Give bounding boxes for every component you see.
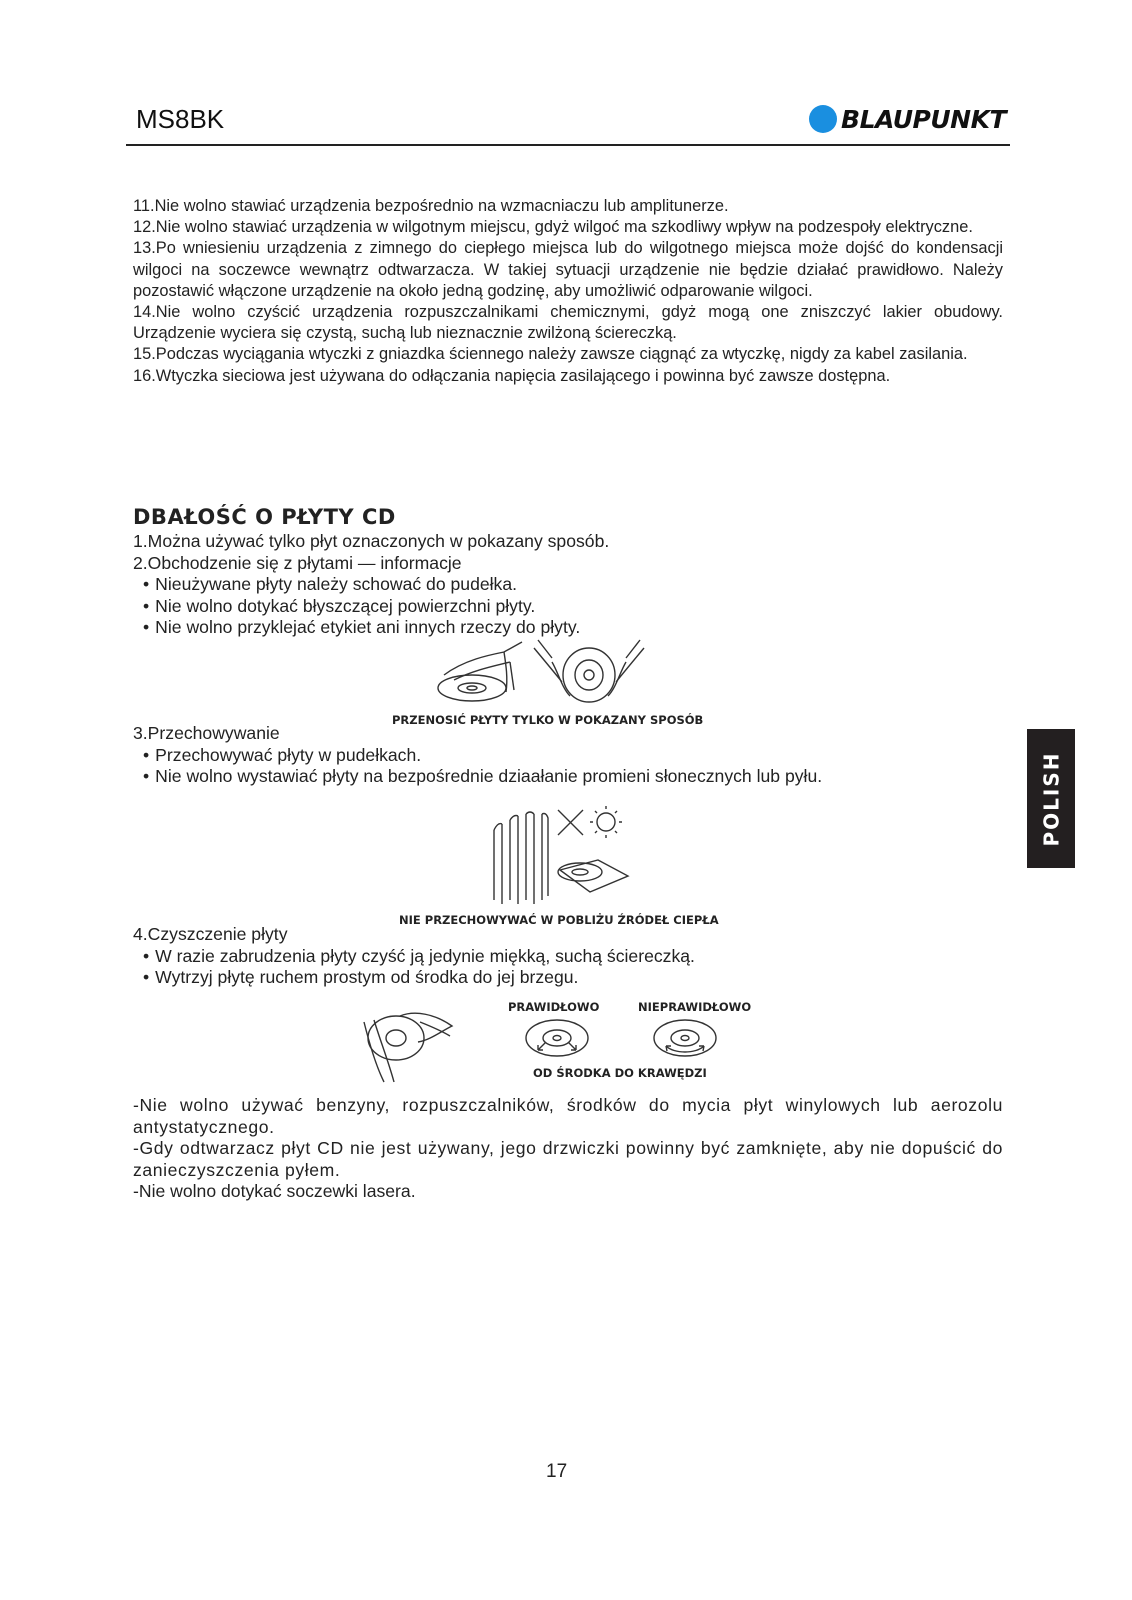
brand-dot-icon [809,105,837,133]
safety-item: 15.Podczas wyciągania wtyczki z gniazdka ściennego należy zawsze ciągnąć za wtyczkę, nigdy za kabel zasilania. [133,345,968,364]
cd-item-3: 3.Przechowywanie [133,723,280,743]
bullet-item: • W razie zabrudzenia płyty czyść ją jedynie miękką, suchą ściereczką. [133,946,695,968]
caption-storage: NIE PRZECHOWYWAĆ W POBLIŻU ŹRÓDEŁ CIEPŁA [399,913,719,927]
brand-name: BLAUPUNKT [841,104,1006,134]
cd-item-4: 4.Czyszczenie płyty [133,924,288,944]
note-item: -Nie wolno używać benzyny, rozpuszczalników, środków do mycia płyt winylowych lub aerozolu antystatycznego. [133,1095,1003,1137]
safety-item: 12.Nie wolno stawiać urządzenia w wilgotnym miejscu, gdyż wilgoć ma szkodliwy wpływ na podzespoły elektryczne. [133,218,973,237]
caption-correct: PRAWIDŁOWO [508,1000,600,1014]
bullet-item: • Nie wolno dotykać błyszczącej powierzchni płyty. [133,596,1003,618]
cd-care-section [133,505,1003,639]
bullet-item: • Nie wolno przyklejać etykiet ani innych rzeczy do płyty. [133,617,1003,639]
caption-direction: OD ŚRODKA DO KRAWĘDZI [533,1066,707,1080]
cd-item-2: 2.Obchodzenie się z płytami — informacje [133,552,462,573]
bullet-item: • Nie wolno wystawiać płyty na bezpośrednie dziaałanie promieni słonecznych lub pyłu. [133,766,822,788]
safety-item: 13.Po wniesieniu urządzenia z zimnego do ciepłego miejsca lub do wilgotnego miejsca może dojść do kondensacji wilgoci na soczewce wewnątrz odtwarzacza. W takiej sytuacji urządzenie nie będzie działać prawidłowo. Należy pozostawić włączone urządzenie na około jedną godzinę, aby umożliwić odparowanie wilgoci. [133,239,1003,300]
safety-item: 14.Nie wolno czyścić urządzenia rozpuszczalnikami chemicznymi, gdyż mogą one zniszczyć lakier obudowy. Urządzenie wyciera się czystą, suchą lub nieznacznie zwilżoną ściereczką. [133,303,1003,343]
note-item: -Nie wolno dotykać soczewki lasera. [133,1181,416,1202]
safety-item: 16.Wtyczka sieciowa jest używana do odłączania napięcia zasilającego i powinna być zawsze dostępna. [133,366,891,385]
cleaning-hand-illustration [360,996,460,1086]
language-tab-label: POLISH [1039,751,1063,846]
page-header [126,98,1010,146]
bullet-item: • Wytrzyj płytę ruchem prostym od środka do jej brzegu. [133,967,578,989]
note-item: -Gdy odtwarzacz płyt CD nie jest używany, jego drzwiczki powinny być zamknięte, aby nie dopuścić do zanieczyszczenia pyłem. [133,1138,1003,1180]
model-name: MS8BK [136,104,225,134]
heat-source-illustration [488,800,638,910]
incorrect-wipe-icon [652,1018,718,1058]
language-tab [1027,729,1075,868]
bullet-item: • Przechowywać płyty w pudełkach. [133,745,421,767]
cd-item-1: 1.Można używać tylko płyt oznaczonych w pokazany sposób. [133,531,610,551]
notes-list [133,1095,1003,1203]
safety-list [133,196,1003,387]
safety-item: 11.Nie wolno stawiać urządzenia bezpośrednio na wzmacniaczu lub amplitunerze. [133,197,729,215]
correct-wipe-icon [524,1018,590,1058]
brand-logo [809,104,1006,134]
caption-handling: PRZENOSIĆ PŁYTY TYLKO W POKAZANY SPOSÓB [392,713,704,727]
caption-incorrect: NIEPRAWIDŁOWO [638,1000,752,1014]
disc-handling-illustration [434,630,664,710]
bullet-item: • Nieużywane płyty należy schować do pudełka. [133,574,1003,596]
section-title: DBAŁOŚĆ O PŁYTY CD [133,505,396,529]
page-number: 17 [546,1461,568,1482]
